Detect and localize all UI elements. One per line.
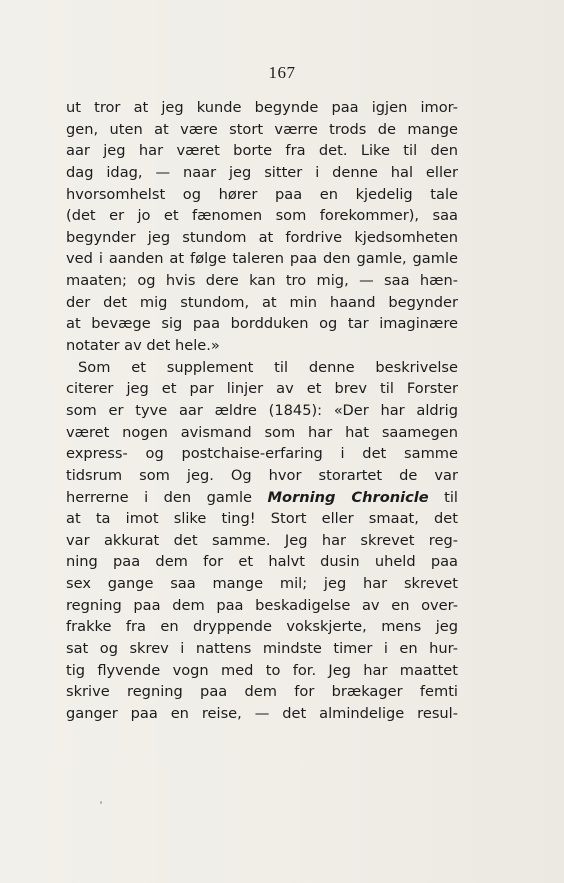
- text-line: express- og postchaise-erfaring i det samme: [66, 445, 458, 463]
- text-line: (det er jo et fænomen som forekommer), saa: [66, 207, 458, 225]
- text-line: tidsrum som jeg. Og hvor storartet de var: [66, 466, 458, 484]
- text-line: der det mig stundom, at min haand begynder: [66, 293, 458, 311]
- body-text: [66, 97, 458, 725]
- text-line: hvorsomhelst og hører paa en kjedelig tale: [66, 185, 458, 203]
- newspaper-title: Morning Chronicle: [267, 488, 429, 506]
- text-line: sat og skrev i nattens mindste timer i en hur-: [66, 640, 458, 658]
- text-segment: til: [444, 488, 458, 506]
- text-line: begynder jeg stundom at fordrive kjedsomheten: [66, 228, 458, 246]
- text-segment: herrerne i den gamle: [66, 488, 253, 506]
- text-line: som er tyve aar ældre (1845): «Der har aldrig: [66, 401, 458, 419]
- text-line: regning paa dem paa beskadigelse av en over-: [66, 596, 458, 614]
- text-line: dag idag, — naar jeg sitter i denne hal eller: [66, 163, 458, 181]
- text-line: tig flyvende vogn med to for. Jeg har maattet: [66, 661, 458, 679]
- text-line-with-title: [66, 487, 458, 509]
- text-line: at bevæge sig paa bordduken og tar imaginære: [66, 315, 458, 333]
- text-line: at ta imot slike ting! Stort eller smaat, det: [66, 510, 458, 528]
- text-line: gen, uten at være stort værre trods de mange: [66, 120, 458, 138]
- text-line: ved i aanden at følge taleren paa den gamle, gamle: [66, 250, 458, 268]
- text-line: ut tror at jeg kunde begynde paa igjen imor-: [66, 99, 458, 116]
- text-line: Som et supplement til denne beskrivelse: [78, 358, 458, 376]
- text-line: frakke fra en dryppende vokskjerte, mens jeg: [66, 618, 458, 636]
- text-line: skrive regning paa dem for brækager femti: [66, 683, 458, 701]
- text-line: været nogen avismand som har hat saamegen: [66, 423, 458, 441]
- text-line: citerer jeg et par linjer av et brev til Forster: [66, 380, 458, 398]
- page-number: 167: [268, 63, 296, 82]
- text-line: notater av det hele.»: [66, 337, 220, 355]
- text-line: ning paa dem for et halvt dusin uheld paa: [66, 553, 458, 571]
- text-line: sex gange saa mange mil; jeg har skrevet: [66, 575, 458, 593]
- text-line: maaten; og hvis dere kan tro mig, — saa hæn-: [66, 272, 458, 290]
- text-line: aar jeg har været borte fra det. Like til den: [66, 142, 458, 160]
- text-line: ganger paa en reise, — det almindelige resul-: [66, 704, 458, 722]
- text-line: var akkurat det samme. Jeg har skrevet reg-: [66, 531, 458, 549]
- paper-speck: [100, 801, 102, 804]
